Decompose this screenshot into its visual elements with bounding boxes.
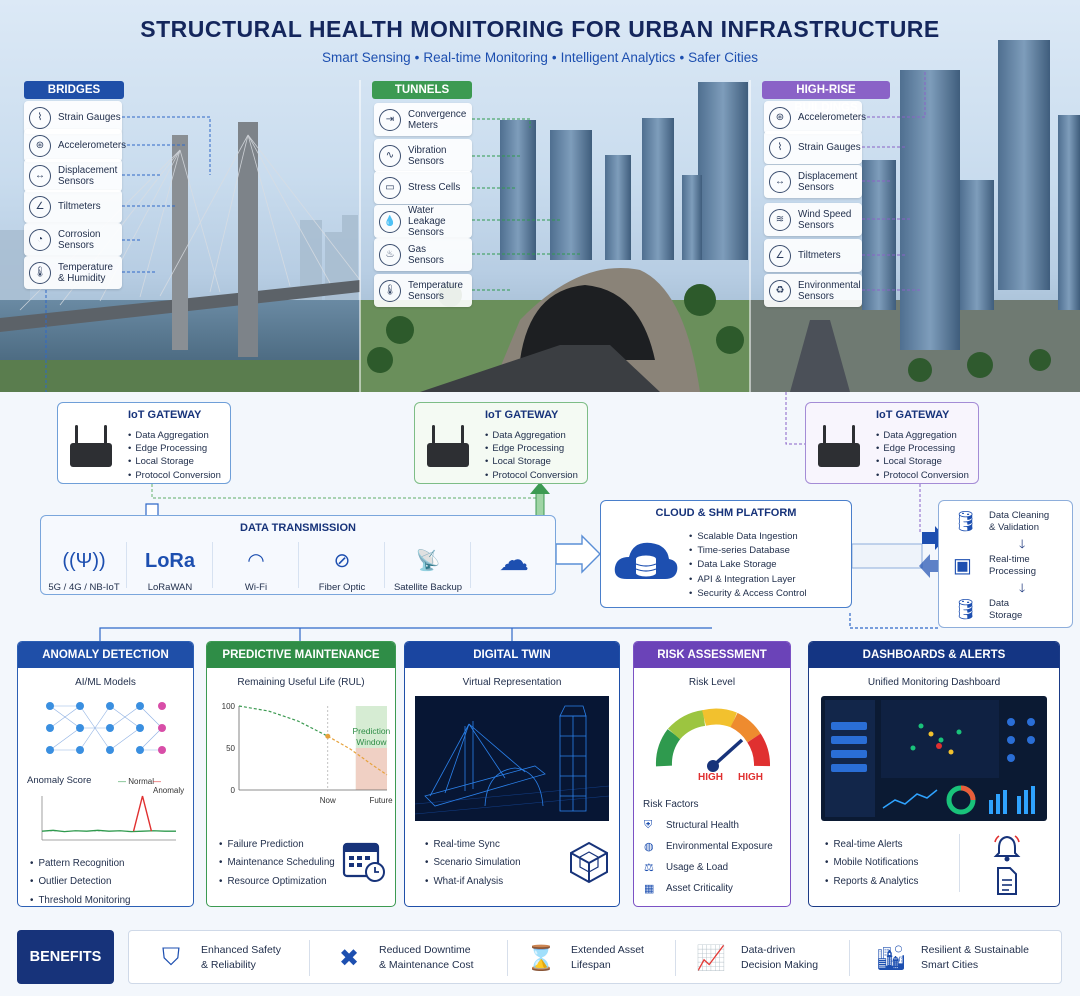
benefit-label: Data-driven Decision Making <box>741 944 819 971</box>
module-feature: • Outlier Detection <box>30 873 130 891</box>
risk-factor: Usage & Load <box>666 862 729 873</box>
sensor-label: Vibration Sensors <box>408 144 447 167</box>
cloud-feature: • API & Integration Layer <box>689 573 807 587</box>
module-subtitle: Unified Monitoring Dashboard <box>867 677 1001 688</box>
sensor-label: Wind Speed Sensors <box>798 208 852 231</box>
transmission-label: Wi-Fi <box>244 582 268 593</box>
gauge-label: HIGH <box>698 772 723 783</box>
sensor-label: Temperature & Humidity <box>58 261 113 284</box>
module-feature: • Pattern Recognition <box>30 855 130 873</box>
strain-gauge-icon: ⌇ <box>29 107 51 129</box>
gateway-feature: • Protocol Conversion <box>485 469 578 482</box>
router-icon <box>70 443 112 467</box>
iot-gateway-buildings <box>805 402 979 484</box>
risk-factor: Structural Health <box>666 820 739 831</box>
tools-icon: ✖ <box>338 944 360 972</box>
alert-bell-icon <box>993 834 1021 862</box>
processing-pipeline <box>938 500 1073 628</box>
stress-cell-icon: ▭ <box>379 177 401 199</box>
hero-scene <box>0 0 1080 392</box>
legend-anomaly: — Anomaly <box>153 777 185 795</box>
sensor-label: Stress Cells <box>408 182 461 193</box>
subtitle-item: Intelligent Analytics <box>560 50 676 65</box>
transmission-label: Fiber Optic <box>318 582 366 593</box>
anomaly-score-chart <box>26 790 186 850</box>
risk-factors-label: Risk Factors <box>643 799 699 810</box>
benefit-label: Resilient & Sustainable Smart Cities <box>921 944 1029 971</box>
globe-icon: ◍ <box>644 841 654 853</box>
tiltmeter-icon: ∠ <box>29 196 51 218</box>
satellite-dish-icon: 📡 <box>415 550 441 572</box>
gas-icon: ♨ <box>379 244 401 266</box>
gateway-feature: • Protocol Conversion <box>876 469 969 482</box>
wind-icon: ≋ <box>769 209 791 231</box>
gateway-feature: • Data Aggregation <box>876 429 969 442</box>
sensor-label: Displacement Sensors <box>58 164 118 187</box>
structure-icon: ⛨ <box>644 819 653 831</box>
cloud-features <box>689 530 807 601</box>
thermometer-icon: 🌡 <box>379 280 401 302</box>
sensor-label: Gas Sensors <box>408 243 444 266</box>
module-title: DASHBOARDS & ALERTS <box>809 642 1059 668</box>
module-title: DIGITAL TWIN <box>405 642 619 668</box>
environment-icon: ♻ <box>769 280 791 302</box>
risk-gauge <box>654 700 772 772</box>
hourglass-icon: ⌛ <box>526 944 556 972</box>
dashboard-preview <box>821 696 1047 821</box>
subtitle-item: Safer Cities <box>688 50 758 65</box>
risk-factor: Environmental Exposure <box>666 841 773 852</box>
tiltmeter-icon: ∠ <box>769 245 791 267</box>
transmission-label: LoRaWAN <box>147 582 193 593</box>
gateway-features <box>485 429 578 482</box>
digital-twin-visual <box>415 696 609 821</box>
sensor-label: Temperature Sensors <box>408 279 463 302</box>
sensor-card <box>374 171 472 204</box>
load-icon: ⚖ <box>644 862 654 874</box>
now-point <box>325 734 330 739</box>
rul-chart <box>215 698 393 818</box>
cube-3d-icon <box>567 840 611 884</box>
module-feature: • Maintenance Scheduling <box>219 854 335 872</box>
rul-curve-history <box>239 706 328 736</box>
sensor-card <box>24 129 127 162</box>
data-transmission-panel <box>40 515 556 595</box>
cloud-upload-icon: ☁ <box>499 544 529 577</box>
y-tick-label: 100 <box>221 702 235 711</box>
sensor-label: Convergence Meters <box>408 108 467 131</box>
module-features <box>425 836 521 891</box>
module-features <box>219 836 335 891</box>
benefits-label: BENEFITS <box>17 930 114 984</box>
processing-step: Data Cleaning & Validation <box>989 510 1050 533</box>
module-subtitle: AI/ML Models <box>75 677 136 688</box>
y-tick-label: 50 <box>226 744 235 753</box>
sensor-card <box>764 101 867 134</box>
page-title: STRUCTURAL HEALTH MONITORING FOR URBAN INFRASTRUCTURE <box>140 16 940 42</box>
module-subtitle: Virtual Representation <box>462 677 562 688</box>
category-label-tunnels: TUNNELS <box>372 81 472 99</box>
cloud-database-icon <box>613 535 679 585</box>
sensor-label: Accelerometers <box>798 112 867 123</box>
module-title: PREDICTIVE MAINTENANCE <box>207 642 395 668</box>
module-risk-assessment <box>633 641 791 907</box>
displacement-icon: ↔ <box>769 171 791 193</box>
module-feature: • Threshold Monitoring <box>30 892 130 907</box>
module-subtitle: Remaining Useful Life (RUL) <box>237 677 365 688</box>
cloud-feature: • Data Lake Storage <box>689 558 807 572</box>
sensor-label: Tiltmeters <box>798 250 841 261</box>
module-title: RISK ASSESSMENT <box>634 642 790 668</box>
cloud-feature: • Time-series Database <box>689 544 807 558</box>
sensor-card <box>374 238 472 271</box>
module-anomaly-detection <box>17 641 194 907</box>
prediction-window-label: Prediction <box>352 726 391 736</box>
page-subtitle: Smart Sensing • Real-time Monitoring • Intelligent Analytics • Safer Cities <box>322 50 758 65</box>
processing-step: Real-time Processing <box>989 554 1036 577</box>
gateway-feature: • Data Aggregation <box>128 429 221 442</box>
calendar-clock-icon <box>341 838 387 884</box>
sensor-label: Displacement Sensors <box>798 170 858 193</box>
sensor-card <box>374 139 472 172</box>
shield-check-icon: ⛉ <box>162 944 180 971</box>
cell-tower-icon: ((Ψ)) <box>62 550 106 572</box>
benefits-bar <box>128 930 1062 984</box>
x-tick-label: Now <box>319 796 336 805</box>
transmission-satellite <box>385 544 471 593</box>
strain-gauge-icon: ⌇ <box>769 137 791 159</box>
report-document-icon <box>995 866 1019 896</box>
transmission-lorawan <box>127 544 213 593</box>
sensor-card <box>764 239 862 272</box>
benefit-item <box>521 931 644 985</box>
growth-chart-icon: 📈 <box>696 944 726 972</box>
gateway-feature: • Edge Processing <box>128 442 221 455</box>
benefit-label: Extended Asset Lifespan <box>571 944 644 971</box>
gateway-title: IoT GATEWAY <box>128 409 202 421</box>
gateway-feature: • Edge Processing <box>876 442 969 455</box>
benefit-item <box>151 931 281 985</box>
series-anomaly-line <box>134 796 152 831</box>
cloud-feature: • Scalable Data Ingestion <box>689 530 807 544</box>
category-label-buildings: HIGH-RISE <box>762 81 890 99</box>
module-feature: • What-if Analysis <box>425 873 521 891</box>
sensor-card <box>374 274 472 307</box>
transmission-wifi <box>213 544 299 593</box>
accelerometer-icon: ⊛ <box>769 107 791 129</box>
series-normal-line <box>42 830 176 831</box>
router-icon <box>818 443 860 467</box>
risk-zone-area <box>356 748 387 790</box>
transmission-cloud <box>471 544 557 578</box>
cloud-feature: • Security & Access Control <box>689 587 807 601</box>
risk-factor: Asset Criticality <box>666 883 733 894</box>
lora-logo-icon: LoRa <box>145 550 195 572</box>
wifi-icon: ◠ <box>247 550 265 572</box>
displacement-icon: ↔ <box>29 165 51 187</box>
gateway-features <box>128 429 221 482</box>
y-tick-label: 0 <box>230 786 235 795</box>
module-features <box>30 855 130 907</box>
gateway-feature: • Protocol Conversion <box>128 469 221 482</box>
legend-normal-label: Normal <box>128 777 155 786</box>
gateway-features <box>876 429 969 482</box>
sensor-card <box>24 256 122 289</box>
database-icon: 🛢 <box>953 511 979 533</box>
x-tick-label: Future <box>369 796 393 805</box>
sensor-label: Corrosion Sensors <box>58 228 101 251</box>
processing-step: Data Storage <box>989 598 1023 621</box>
module-feature: • Reports & Analytics <box>825 873 918 891</box>
sensor-card <box>764 274 862 307</box>
subtitle-item: Smart Sensing <box>322 50 411 65</box>
gateway-title: IoT GATEWAY <box>485 409 559 421</box>
gateway-title: IoT GATEWAY <box>876 409 950 421</box>
sensor-card <box>374 205 472 238</box>
sensor-label: Strain Gauges <box>58 112 121 123</box>
sensor-label: Tiltmeters <box>58 201 101 212</box>
module-feature: • Mobile Notifications <box>825 854 918 872</box>
thermometer-icon: 🌡 <box>29 262 51 284</box>
module-feature: • Resource Optimization <box>219 873 335 891</box>
subtitle-item: Real-time Monitoring <box>423 50 548 65</box>
module-dashboards-alerts <box>808 641 1060 907</box>
sensor-label: Water Leakage Sensors <box>408 205 446 238</box>
storage-icon: 🛢 <box>953 599 979 621</box>
convergence-icon: ⇥ <box>379 109 401 131</box>
router-icon <box>427 443 469 467</box>
arrow-down-icon: 🡓 <box>1019 581 1026 595</box>
arrow-down-icon: 🡓 <box>1019 537 1026 551</box>
anomaly-score-label: Anomaly Score <box>27 775 92 786</box>
category-label-bridges: BRIDGES <box>24 81 124 99</box>
sensor-card <box>764 165 862 198</box>
module-title: ANOMALY DETECTION <box>18 642 193 668</box>
cpu-chip-icon: ▣ <box>953 555 972 577</box>
gateway-feature: • Local Storage <box>876 455 969 468</box>
module-feature: • Failure Prediction <box>219 836 335 854</box>
city-leaf-icon: 🏙 <box>875 944 907 972</box>
iot-gateway-bridges <box>57 402 231 484</box>
benefit-label: Reduced Downtime & Maintenance Cost <box>379 944 474 971</box>
water-drop-icon: 💧 <box>379 211 401 233</box>
accelerometer-icon: ⊛ <box>29 135 51 157</box>
transmission-cellular <box>41 544 127 593</box>
benefit-item <box>329 931 474 985</box>
fiber-optic-icon: ⊘ <box>333 550 351 572</box>
legend-normal: — Normal <box>118 777 155 786</box>
benefit-label: Enhanced Safety & Reliability <box>201 944 281 971</box>
vibration-icon: ∿ <box>379 145 401 167</box>
module-feature: • Scenario Simulation <box>425 854 521 872</box>
module-feature: • Real-time Sync <box>425 836 521 854</box>
module-predictive-maintenance <box>206 641 396 907</box>
cloud-title: CLOUD & SHM PLATFORM <box>655 507 797 519</box>
sensor-card <box>764 131 862 164</box>
iot-gateway-tunnels <box>414 402 588 484</box>
transmission-fiber <box>299 544 385 593</box>
sensor-card <box>374 103 472 136</box>
sensor-label: Strain Gauges <box>798 142 861 153</box>
transmission-label: 5G / 4G / NB-IoT <box>48 582 120 593</box>
asset-icon: ▦ <box>644 883 655 895</box>
sensor-card <box>24 159 122 192</box>
neural-network-icon <box>40 698 170 758</box>
module-feature: • Real-time Alerts <box>825 836 918 854</box>
sensor-card <box>24 190 122 223</box>
transmission-title: DATA TRANSMISSION <box>240 522 356 534</box>
sensor-card <box>764 203 862 236</box>
module-digital-twin <box>404 641 620 907</box>
sensor-card <box>24 223 122 256</box>
module-subtitle: Risk Level <box>688 677 736 688</box>
gateway-feature: • Data Aggregation <box>485 429 578 442</box>
legend-anomaly-label: Anomaly <box>153 786 185 795</box>
sensor-label: Accelerometers <box>58 140 127 151</box>
benefit-item <box>691 931 818 985</box>
module-features <box>825 836 918 891</box>
gateway-feature: • Local Storage <box>128 455 221 468</box>
corrosion-icon: ◔ <box>29 229 51 251</box>
gauge-label: HIGH <box>738 772 763 783</box>
cloud-shm-platform <box>600 500 852 608</box>
transmission-label: Satellite Backup <box>393 582 463 593</box>
gateway-feature: • Edge Processing <box>485 442 578 455</box>
gateway-feature: • Local Storage <box>485 455 578 468</box>
benefit-item <box>871 931 1029 985</box>
sensor-label: Environmental Sensors <box>798 279 861 302</box>
prediction-window-label: Window <box>356 737 387 747</box>
